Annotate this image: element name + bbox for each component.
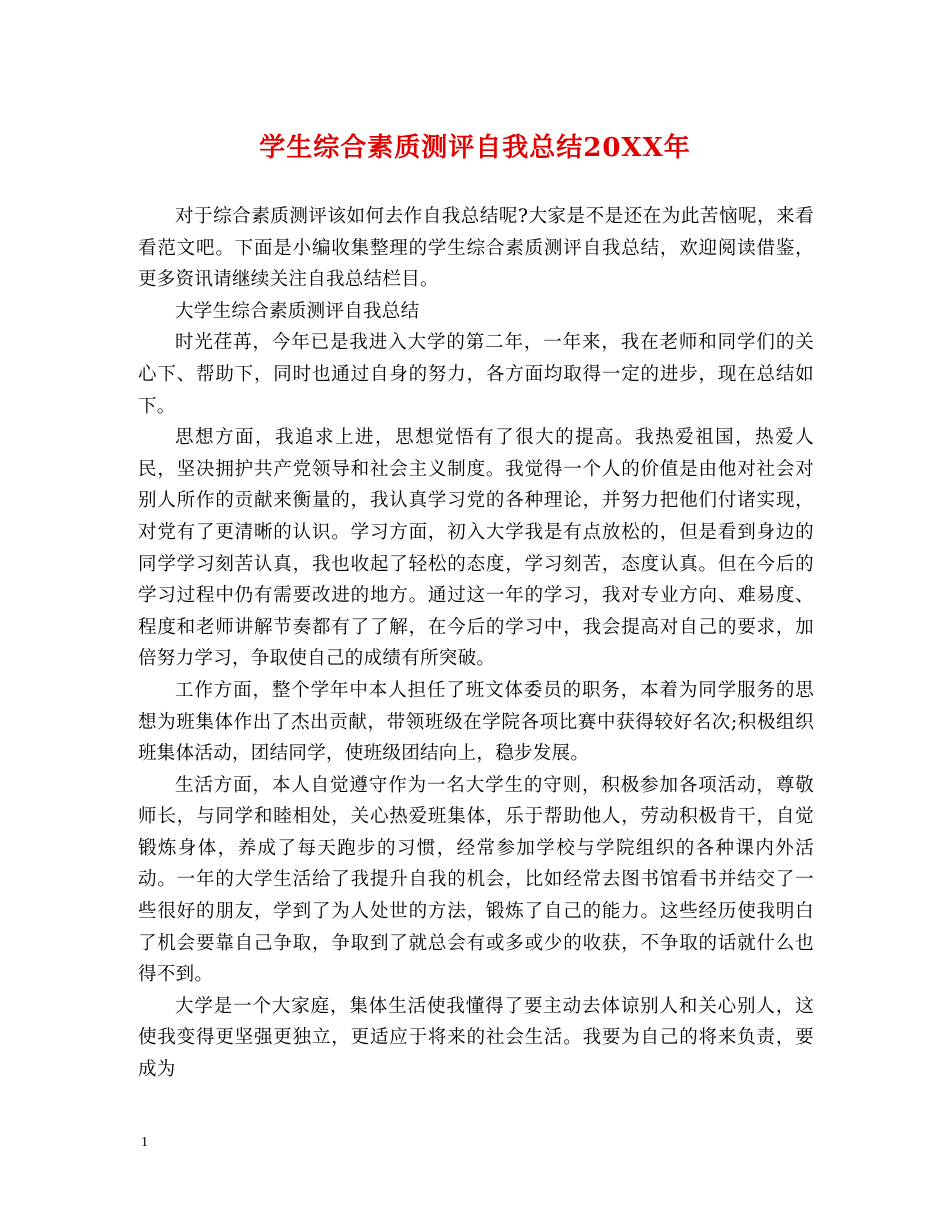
opening-paragraph: 时光荏苒，今年已是我进入大学的第二年，一年来，我在老师和同学们的关心下、帮助下，同时也通过自身的努力，各方面均取得一定的进步，现在总结如下。: [138, 332, 814, 417]
section-heading: 大学生综合素质测评自我总结: [175, 300, 420, 322]
thought-study-paragraph: 思想方面，我追求上进，思想觉悟有了很大的提高。我热爱祖国，热爱人民，坚决拥护共产党领导和社会主义制度。我觉得一个人的价值是由他对社会对别人所作的贡献来衡量的，我认真学习党的各种理论，并努力把他们付诸实现，对党有了更清晰的认识。学习方面，初入大学我是有点放松的，但是看到身边的同学学习刻苦认真，我也收起了轻松的态度，学习刻苦，态度认真。但在今后的学习过程中仍有需要改进的地方。通过这一年的学习，我对专业方向、难易度、程度和老师讲解节奏都有了了解，在今后的学习中，我会提高对自己的要求，加倍努力学习，争取使自己的成绩有所突破。: [138, 427, 814, 670]
document-title: 学生综合素质测评自我总结20XX年: [259, 133, 691, 163]
page-number: 1: [141, 1135, 148, 1150]
document-body: [138, 201, 814, 1086]
family-paragraph: 大学是一个大家庭，集体生活使我懂得了要主动去体谅别人和关心别人，这使我变得更坚强更独立，更适应于将来的社会生活。我要为自己的将来负责，要成为: [138, 995, 814, 1081]
intro-paragraph: 对于综合素质测评该如何去作自我总结呢?大家是不是还在为此苦恼呢，来看看范文吧。下面是小编收集整理的学生综合素质测评自我总结，欢迎阅读借鉴，更多资讯请继续关注自我总结栏目。: [138, 206, 814, 291]
work-paragraph: 工作方面，整个学年中本人担任了班文体委员的职务，本着为同学服务的思想为班集体作出了杰出贡献，带领班级在学院各项比赛中获得较好名次;积极组织班集体活动，团结同学，使班级团结向上，稳步发展。: [138, 679, 814, 765]
life-paragraph: 生活方面，本人自觉遵守作为一名大学生的守则，积极参加各项活动，尊敬师长，与同学和睦相处，关心热爱班集体，乐于帮助他人，劳动积极肯干，自觉锻炼身体，养成了每天跑步的习惯，经常参加学校与学院组织的各种课内外活动。一年的大学生活给了我提升自我的机会，比如经常去图书馆看书并结交了一些很好的朋友，学到了为人处世的方法，锻炼了自己的能力。这些经历使我明白了机会要靠自己争取，争取到了就总会有或多或少的收获，不争取的话就什么也得不到。: [138, 774, 814, 986]
